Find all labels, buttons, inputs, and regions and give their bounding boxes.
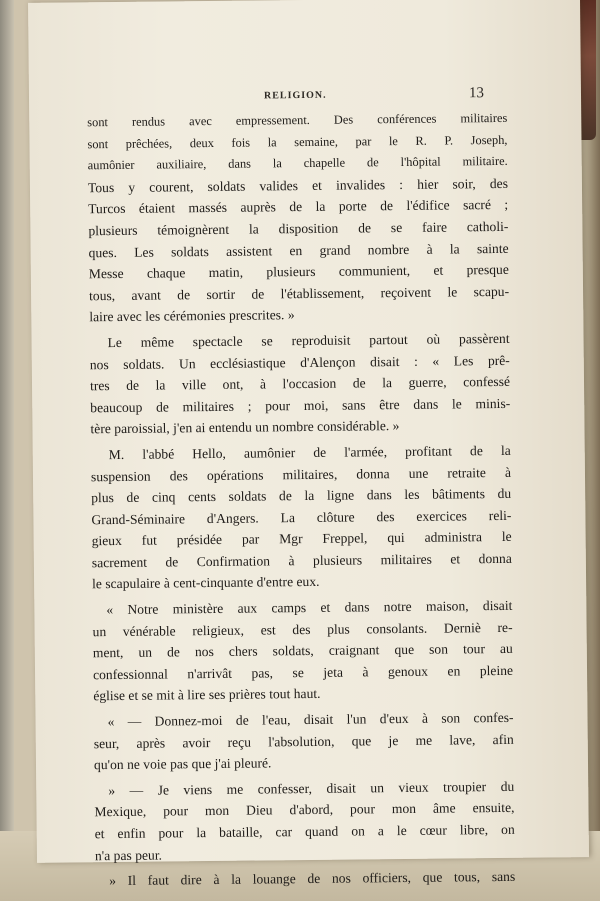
paragraph bbox=[91, 440, 513, 596]
text-line: gieux fut présidée par Mgr Freppel, qui administra le bbox=[91, 529, 512, 549]
text-line: » Il faut dire à la louange de nos officiers, que tous, sans bbox=[109, 869, 516, 889]
text-line: suspension des opérations militaires, donna une retraite à bbox=[90, 464, 512, 484]
text-line: aumônier auxiliaire, dans la chapelle de l'hôpital militaire. bbox=[87, 154, 508, 173]
text-line: qu'on ne voie pas que j'ai pleuré. bbox=[93, 755, 272, 773]
text-line: tres de la ville ont, à l'occasion de la guerre, confessé bbox=[89, 373, 511, 394]
text-line: ment, un de nos chers soldats, craignant que son tour au bbox=[92, 641, 513, 661]
text-line: M. l'abbé Hello, aumônier de l'armée, profitant de la bbox=[108, 442, 511, 462]
text-line: plus de cinq cents soldats de la ligne dans les bâtiments du bbox=[91, 485, 512, 506]
text-line: confessionnal n'arrivât pas, se jeta à genoux en pleine bbox=[92, 662, 514, 683]
paragraph bbox=[87, 108, 509, 328]
text-line: plusieurs témoignèrent la disposition de se faire catholi- bbox=[88, 218, 509, 239]
text-line: ques. Les soldats assistent en grand nombre à la sainte bbox=[88, 240, 509, 260]
body-text bbox=[87, 108, 515, 896]
text-line: beaucoup de militaires ; pour moi, sans être dans le minis- bbox=[90, 395, 511, 415]
text-line: n'a pas peur. bbox=[94, 847, 163, 863]
paragraph bbox=[89, 328, 510, 440]
paragraph bbox=[92, 595, 513, 707]
text-line: le scapulaire à cent-cinquante d'entre eux. bbox=[92, 574, 320, 592]
book-page bbox=[28, 0, 589, 889]
text-line: Messe chaque matin, plusieurs communient, et presque bbox=[88, 262, 509, 282]
text-line: « Notre ministère aux camps et dans notre maison, disait bbox=[106, 597, 513, 618]
paragraph bbox=[93, 707, 514, 776]
text-line: Mexique, pour mon Dieu d'abord, pour mon âme ensuite, bbox=[94, 800, 515, 820]
text-line: tous, avant de sortir de l'établissement, reçoivent le scapu- bbox=[89, 283, 510, 304]
background-left-edge bbox=[0, 0, 14, 901]
text-line: seur, après avoir reçu l'absolution, que je me lave, afin bbox=[93, 731, 514, 751]
paragraph bbox=[95, 866, 515, 892]
text-line: sont prêchées, deux fois la semaine, par le R. P. Joseph, bbox=[87, 132, 508, 151]
text-line: Tous y courent, soldats valides et invalides : hier soir, des bbox=[87, 175, 509, 196]
text-line: tère paroissial, j'en ai entendu un nombre considérable. » bbox=[90, 418, 400, 437]
text-line: sont rendus avec empressement. Des conférences militaires bbox=[87, 110, 508, 130]
text-line: laire avec les cérémonies prescrites. » bbox=[89, 307, 295, 325]
text-line: sacrement de Confirmation à plusieurs militaires et donna bbox=[91, 550, 512, 571]
text-line: église et se mit à lire ses prières tout haut. bbox=[93, 686, 321, 704]
text-line: » — Je viens me confesser, disait un vieux troupier du bbox=[108, 778, 515, 798]
text-line: Le même spectacle se reproduisit partout où passèrent bbox=[107, 330, 510, 351]
page-number: 13 bbox=[468, 85, 485, 102]
text-line: un vénérable religieux, est des plus consolants. Derniè re- bbox=[92, 619, 513, 639]
text-line: Grand-Séminaire d'Angers. La clôture des exercices reli- bbox=[91, 507, 512, 527]
paragraph bbox=[94, 776, 515, 867]
text-line: nos soldats. Un ecclésiastique d'Alençon disait : « Les prê- bbox=[89, 352, 510, 372]
text-line: et enfin pour la bataille, car quand on a le cœur libre, on bbox=[94, 821, 515, 842]
text-line: « — Donnez-moi de l'eau, disait l'un d'eux à son confes- bbox=[107, 709, 514, 730]
running-head: RELIGION. bbox=[263, 89, 327, 102]
text-line: Turcos étaient massés auprès de la porte de l'édifice sacré ; bbox=[88, 197, 509, 217]
